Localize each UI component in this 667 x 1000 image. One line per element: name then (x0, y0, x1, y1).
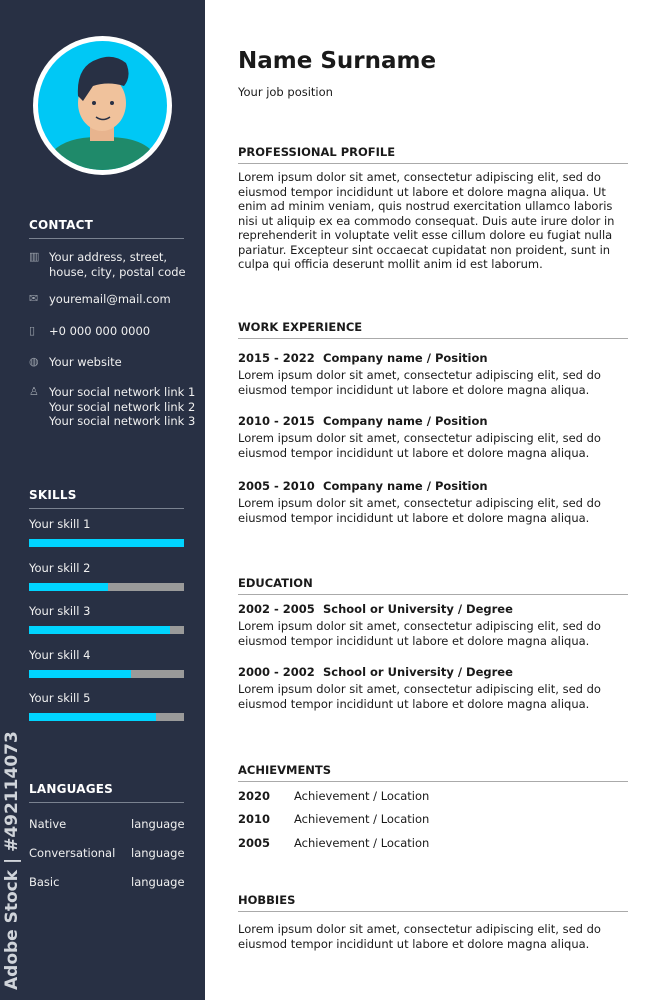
achievement-year: 2020 (238, 789, 271, 803)
contact-website (29, 355, 122, 370)
skill-bar-fill (29, 583, 108, 591)
education-entry (238, 665, 628, 711)
language-row (29, 817, 184, 831)
entry-years: 2015 - 2022 (238, 351, 315, 365)
education-entry (238, 602, 628, 648)
languages-heading: LANGUAGES (29, 782, 184, 803)
hobbies-heading: HOBBIES (238, 893, 628, 912)
achievement-text: Achievement / Location (294, 836, 430, 850)
profile-text: Lorem ipsum dolor sit amet, consectetur adipiscing elit, sed do eiusmod tempor incididunt ut labore et dolore magna aliqua. Ut enim ad minim veniam, quis nostrud exercitation ullamco laboris nisi ut aliquip ex ea commodo consequat. Duis aute irure dolor in reprehenderit in voluptate velit esse cillum dolore eu fugiat nulla pariatur. Excepteur sint occaecat cupidatat non proident, sunt in culpa qui officia deserunt mollit anim id est laborum. (238, 170, 615, 271)
language-level: Basic (29, 875, 60, 889)
watermark: Adobe Stock | #492114073 (2, 731, 22, 990)
language-row (29, 875, 184, 889)
work-entry (238, 414, 628, 460)
language-level: Native (29, 817, 67, 831)
envelope-icon: ✉ (29, 292, 39, 305)
entry-text: Lorem ipsum dolor sit amet, consectetur adipiscing elit, sed do eiusmod tempor incididunt ut labore et dolore magna aliqua. (238, 368, 601, 397)
job-position: Your job position (238, 85, 333, 99)
contact-social (29, 385, 195, 429)
contact-email (29, 292, 171, 307)
entry-text: Lorem ipsum dolor sit amet, consectetur adipiscing elit, sed do eiusmod tempor incididunt ut labore et dolore magna aliqua. (238, 682, 601, 711)
skill-item (29, 648, 184, 678)
entry-text: Lorem ipsum dolor sit amet, consectetur adipiscing elit, sed do eiusmod tempor incididunt ut labore et dolore magna aliqua. (238, 496, 601, 525)
sidebar (0, 0, 205, 1000)
skill-bar-fill (29, 670, 131, 678)
entry-years: 2002 - 2005 (238, 602, 315, 616)
phone-text: +0 000 000 0000 (49, 324, 151, 338)
education-heading: EDUCATION (238, 576, 628, 595)
entry-role: School or University / Degree (323, 602, 513, 616)
address-line: Your address, street, (49, 250, 167, 264)
skills-heading: SKILLS (29, 488, 184, 509)
skill-item (29, 604, 184, 634)
skill-label: Your skill 1 (29, 517, 91, 531)
achievement-item (238, 812, 429, 826)
address-line: house, city, postal code (49, 264, 186, 279)
skill-bar (29, 539, 184, 547)
name-heading: Name Surname (238, 48, 437, 74)
skill-bar-fill (29, 713, 156, 721)
entry-role: Company name / Position (323, 414, 488, 428)
phone-icon: ▯ (29, 324, 36, 337)
work-entry (238, 479, 628, 525)
contact-phone (29, 324, 150, 339)
skill-item (29, 691, 184, 721)
language-name: language (131, 875, 185, 889)
avatar (33, 36, 172, 175)
skill-item (29, 517, 184, 547)
skill-bar (29, 670, 184, 678)
language-level: Conversational (29, 846, 116, 860)
entry-years: 2010 - 2015 (238, 414, 315, 428)
contact-address (29, 250, 186, 279)
skill-label: Your skill 2 (29, 560, 91, 575)
skill-bar-fill (29, 539, 184, 547)
entry-role: School or University / Degree (323, 665, 513, 679)
achievement-text: Achievement / Location (294, 812, 430, 826)
language-name: language (131, 817, 185, 831)
entry-text: Lorem ipsum dolor sit amet, consectetur adipiscing elit, sed do eiusmod tempor incididunt ut labore et dolore magna aliqua. (238, 431, 601, 460)
skill-bar-fill (29, 626, 170, 634)
skill-label: Your skill 4 (29, 647, 91, 662)
entry-role: Company name / Position (323, 479, 488, 493)
work-entry (238, 351, 628, 397)
skill-label: Your skill 5 (29, 691, 91, 705)
profile-heading: PROFESSIONAL PROFILE (238, 145, 628, 164)
entry-role: Company name / Position (323, 351, 488, 365)
hobbies-text: Lorem ipsum dolor sit amet, consectetur adipiscing elit, sed do eiusmod tempor incididunt ut labore et dolore magna aliqua. (238, 922, 601, 951)
entry-years: 2000 - 2002 (238, 665, 315, 679)
language-row (29, 846, 184, 860)
achievement-year: 2005 (238, 836, 271, 850)
achievement-item (238, 789, 429, 803)
user-icon: ♙ (29, 385, 39, 398)
social-link: Your social network link 3 (49, 414, 196, 428)
skill-bar (29, 713, 184, 721)
work-heading: WORK EXPERIENCE (238, 320, 628, 339)
globe-icon: ◍ (29, 355, 39, 368)
skill-label: Your skill 3 (29, 604, 91, 618)
achievement-item (238, 836, 429, 850)
entry-years: 2005 - 2010 (238, 479, 315, 493)
skill-bar (29, 583, 184, 591)
social-link: Your social network link 1 (49, 385, 196, 399)
achievement-text: Achievement / Location (294, 789, 430, 803)
skill-item (29, 561, 184, 591)
email-text: youremail@mail.com (49, 292, 171, 306)
achievement-year: 2010 (238, 812, 271, 826)
skill-bar (29, 626, 184, 634)
website-text: Your website (49, 355, 122, 369)
achievements-heading: ACHIEVMENTS (238, 763, 628, 782)
entry-text: Lorem ipsum dolor sit amet, consectetur adipiscing elit, sed do eiusmod tempor incididunt ut labore et dolore magna aliqua. (238, 619, 601, 648)
map-icon: ▥ (29, 250, 40, 263)
contact-heading: CONTACT (29, 218, 184, 239)
language-name: language (131, 846, 185, 860)
person-illustration (38, 41, 167, 170)
social-link: Your social network link 2 (49, 399, 196, 414)
